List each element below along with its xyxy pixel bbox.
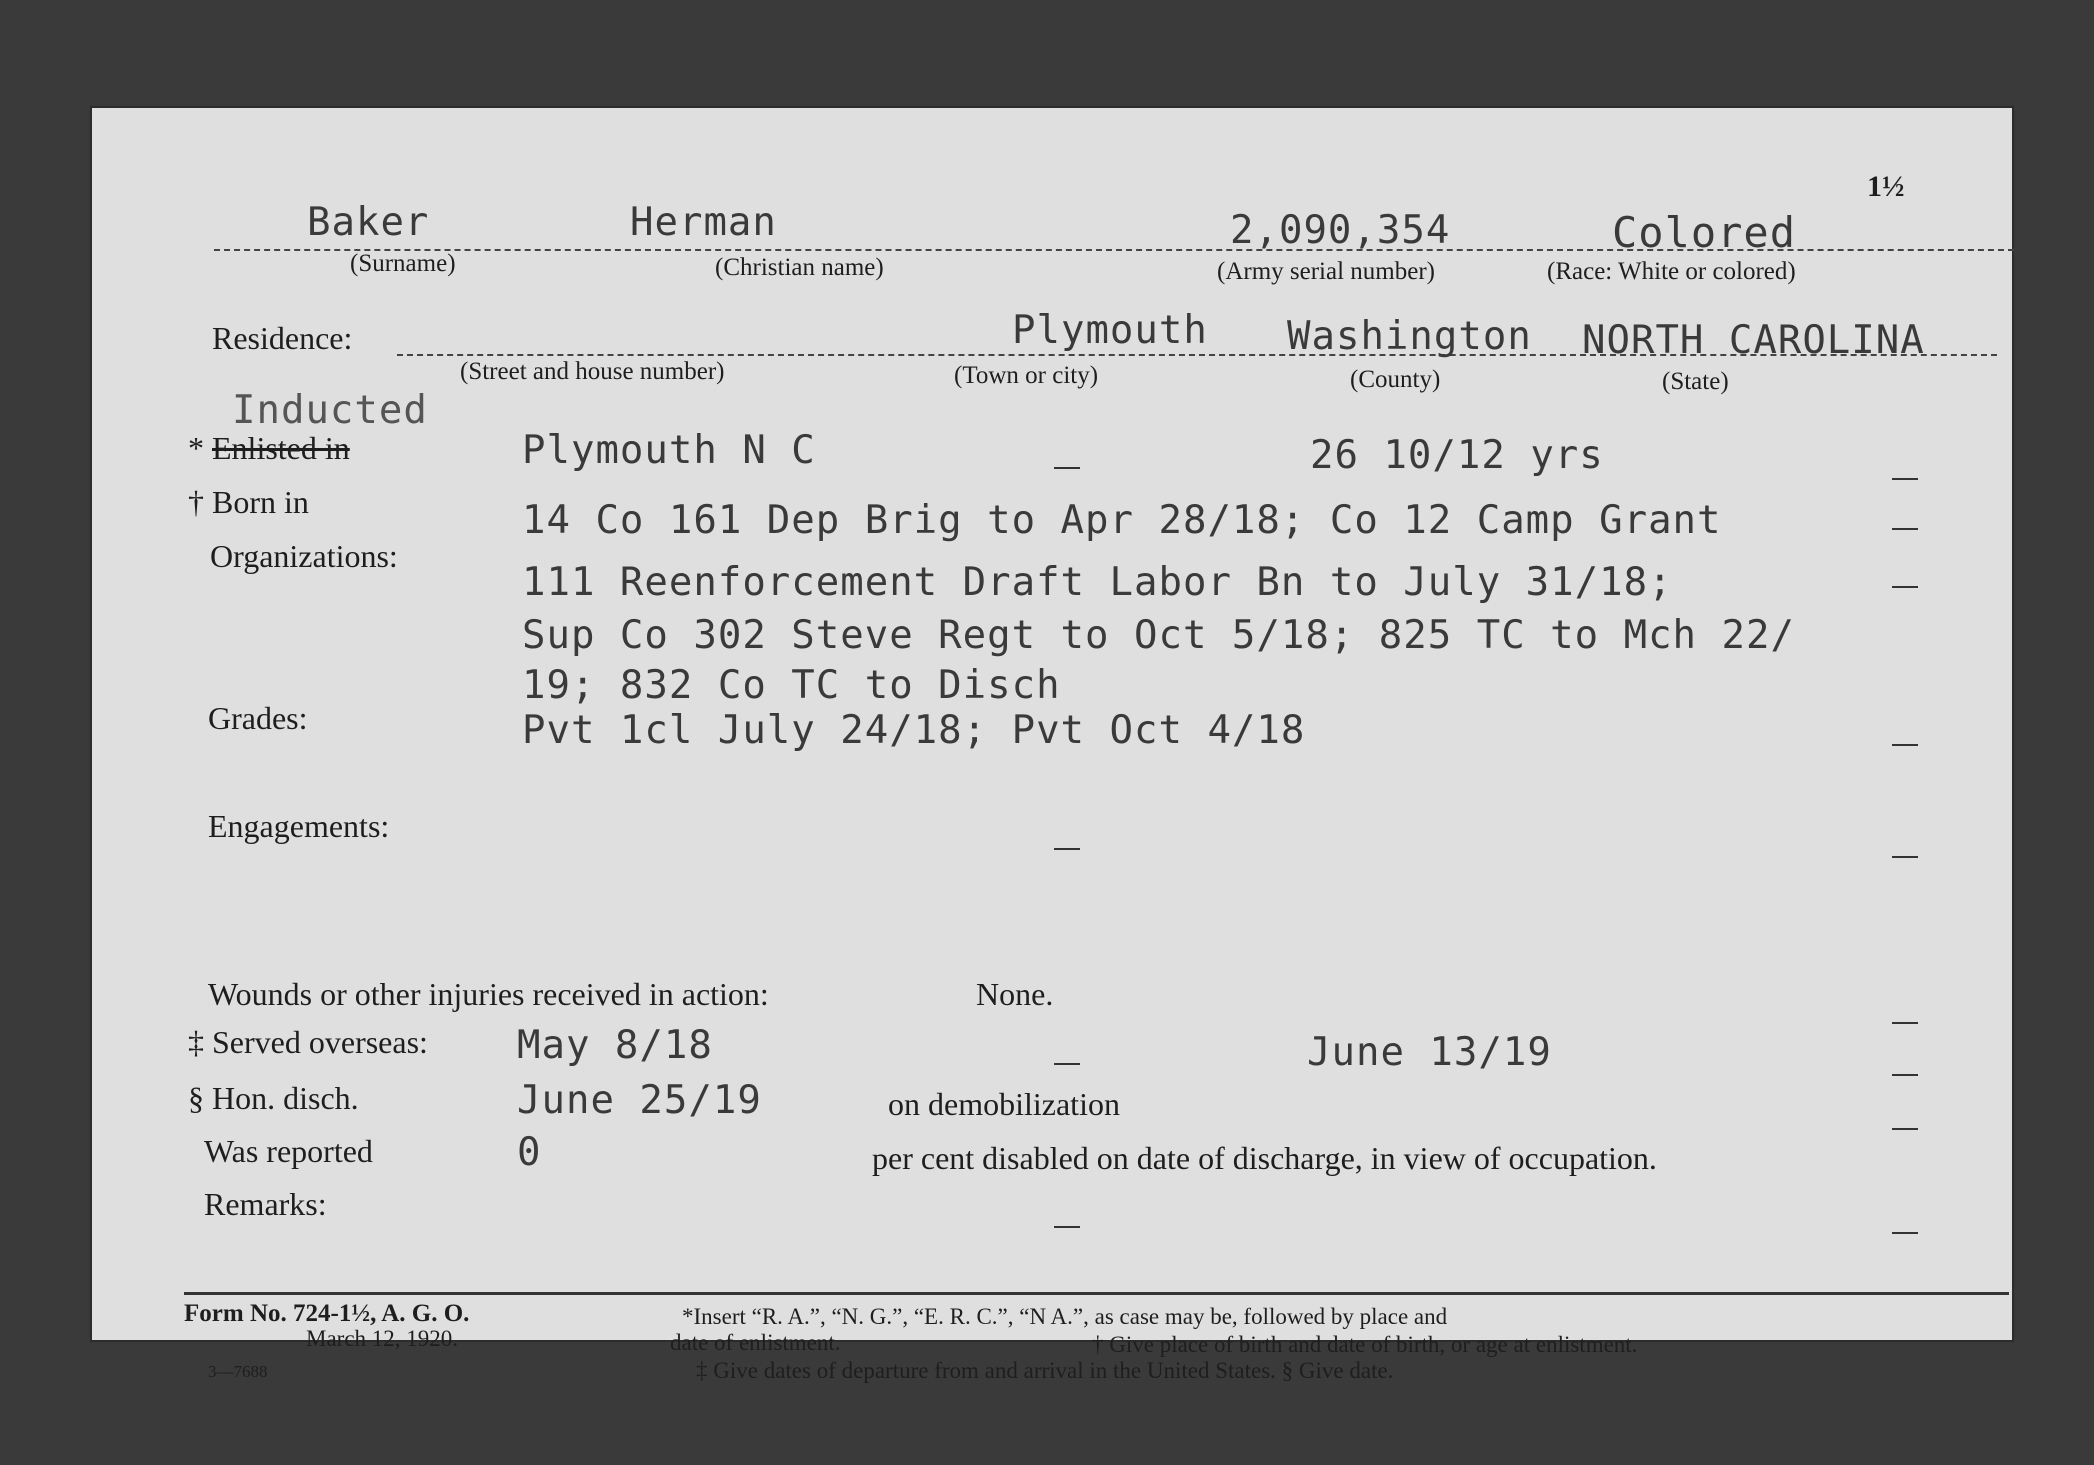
surname-caption: (Surname) — [350, 250, 456, 277]
serial-number-value: 2,090,354 — [1230, 208, 1451, 253]
footnote-2b: † Give place of birth and date of birth, or age at enlistment. — [1092, 1332, 1638, 1357]
grades-value: Pvt 1cl July 24/18; Pvt Oct 4/18 — [522, 708, 1306, 753]
overseas-mark: ‡ — [188, 1024, 204, 1060]
footnote-1: *Insert “R. A.”, “N. G.”, “E. R. C.”, “N A.”, as case may be, followed by place and — [682, 1304, 1448, 1329]
name-line — [214, 249, 2014, 251]
county-caption: (County) — [1350, 366, 1441, 393]
footnote-3: ‡ Give dates of departure from and arrival in the United States. § Give date. — [696, 1358, 1394, 1383]
race-caption: (Race: White or colored) — [1547, 258, 1796, 285]
margin-dash — [1892, 1022, 1918, 1024]
discharge-label: Hon. disch. — [212, 1080, 359, 1116]
enlisted-dash — [1054, 467, 1080, 469]
form-number: 1½ — [1867, 170, 1905, 203]
form-code: 3—7688 — [208, 1362, 268, 1381]
wounds-label: Wounds or other injuries received in action: — [208, 976, 769, 1012]
margin-dash — [1892, 586, 1918, 588]
overseas-departure: May 8/18 — [517, 1023, 713, 1068]
margin-dash — [1892, 744, 1918, 746]
footer-rule — [184, 1292, 2009, 1295]
organization-line-3: Sup Co 302 Steve Regt to Oct 5/18; 825 TC to Mch 22/ — [522, 613, 1795, 658]
enlisted-mark: * — [188, 430, 204, 466]
born-mark: † — [188, 484, 204, 520]
enlisted-place: Plymouth N C — [522, 428, 816, 473]
residence-town: Plymouth — [1012, 308, 1208, 353]
surname-value: Baker — [307, 200, 430, 245]
remarks-label: Remarks: — [204, 1186, 327, 1222]
organization-line-1: 14 Co 161 Dep Brig to Apr 28/18; Co 12 Camp Grant — [522, 498, 1722, 543]
margin-dash — [1892, 1074, 1918, 1076]
inducted-note: Inducted — [232, 388, 428, 433]
christian-name-caption: (Christian name) — [715, 254, 884, 281]
margin-dash — [1892, 1128, 1918, 1130]
margin-dash — [1892, 478, 1918, 480]
wounds-value: None. — [976, 976, 1054, 1012]
record-card — [92, 108, 2012, 1383]
form-name: Form No. 724-1½, A. G. O. — [184, 1300, 470, 1327]
street-caption: (Street and house number) — [460, 358, 725, 385]
reported-label: Was reported — [204, 1133, 373, 1169]
state-caption: (State) — [1662, 368, 1729, 395]
overseas-arrival: June 13/19 — [1307, 1030, 1552, 1075]
footnote-2a: date of enlistment. — [670, 1330, 841, 1355]
enlisted-age: 26 10/12 yrs — [1310, 433, 1604, 478]
discharge-mark: § — [188, 1080, 204, 1116]
discharge-date: June 25/19 — [517, 1078, 762, 1123]
town-caption: (Town or city) — [954, 362, 1099, 389]
margin-dash — [1892, 528, 1918, 530]
reported-value: 0 — [517, 1130, 542, 1175]
christian-name-value: Herman — [630, 200, 777, 245]
reported-text: per cent disabled on date of discharge, in view of occupation. — [872, 1140, 1657, 1176]
residence-label: Residence: — [212, 320, 353, 356]
form-date: March 12, 1920. — [306, 1326, 459, 1351]
discharge-reason: on demobilization — [888, 1086, 1120, 1122]
residence-state: NORTH CAROLINA — [1582, 318, 1925, 363]
organizations-label: Organizations: — [210, 538, 398, 574]
residence-county: Washington — [1287, 314, 1532, 359]
organization-line-4: 19; 832 Co TC to Disch — [522, 663, 1061, 708]
engagements-dash — [1054, 848, 1080, 850]
remarks-dash — [1054, 1226, 1080, 1228]
enlisted-label: Enlisted in — [212, 430, 350, 466]
margin-dash — [1892, 856, 1918, 858]
margin-dash — [1892, 1232, 1918, 1234]
engagements-label: Engagements: — [208, 808, 390, 844]
overseas-dash — [1054, 1063, 1080, 1065]
organization-line-2: 111 Reenforcement Draft Labor Bn to July 31/18; — [522, 560, 1673, 605]
serial-caption: (Army serial number) — [1217, 258, 1435, 285]
race-value: Colored — [1612, 208, 1797, 257]
born-label: Born in — [212, 484, 309, 520]
overseas-label: Served overseas: — [212, 1024, 428, 1060]
grades-label: Grades: — [208, 700, 308, 736]
